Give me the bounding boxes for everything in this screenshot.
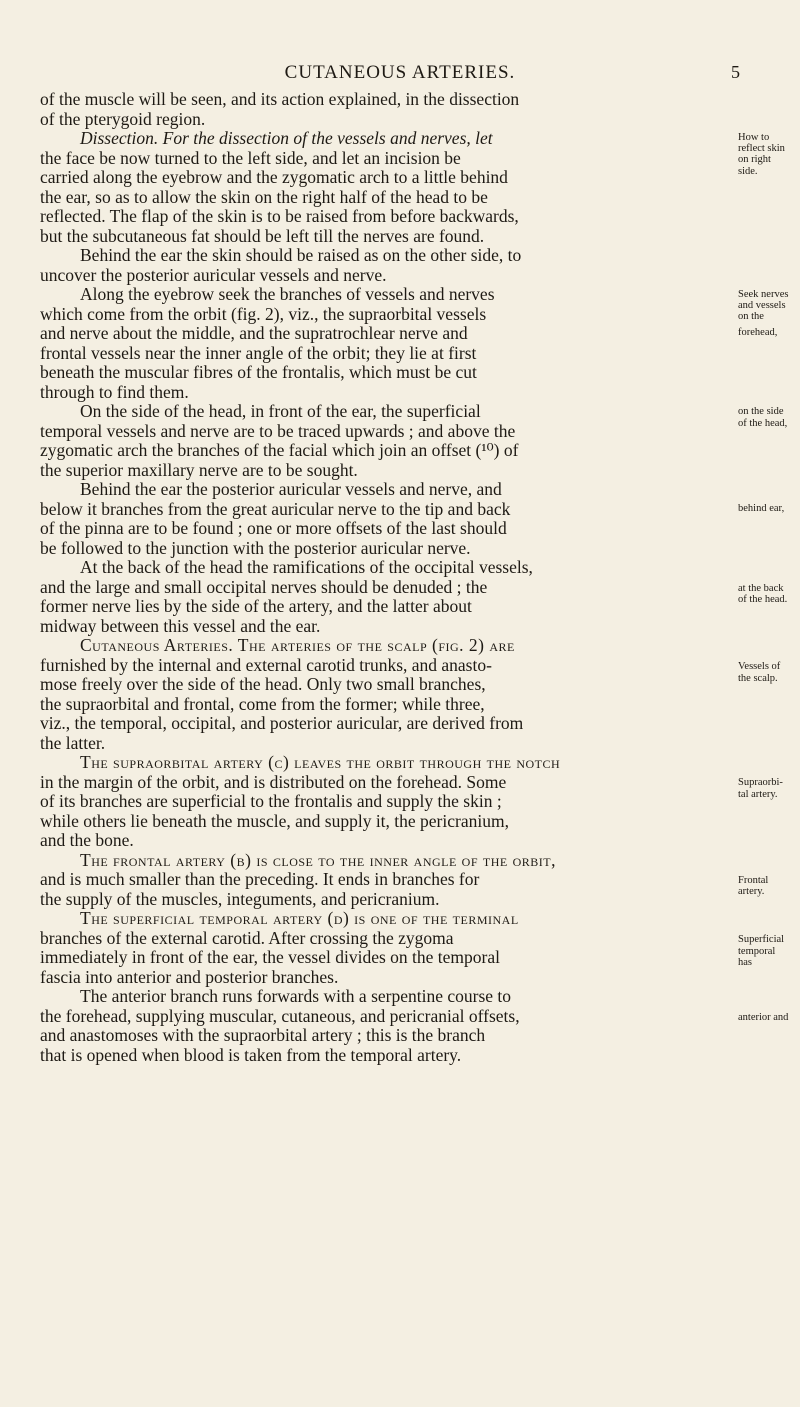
- text-line: and is much smaller than the preceding. It ends in branches for: [40, 870, 480, 889]
- text-line: fascia into anterior and posterior branches.: [40, 967, 339, 987]
- running-head: CUTANEOUS ARTERIES.: [284, 62, 516, 83]
- margin-note: tal artery.: [738, 789, 778, 800]
- text-line: which come from the orbit (fig. 2), viz., the supraorbital vessels: [40, 304, 487, 324]
- text-line: furnished by the internal and external carotid trunks, and anasto-: [40, 655, 492, 675]
- margin-note: at the back: [738, 583, 784, 594]
- text-line: viz., the temporal, occipital, and posterior auricular, are derived from: [40, 714, 524, 733]
- text-line: immediately in front of the ear, the vessel divides on the temporal: [40, 948, 500, 967]
- margin-note: temporal: [738, 946, 776, 957]
- section-heading-line: Cutaneous Arteries. The arteries of the scalp (fig. 2) are: [80, 636, 515, 655]
- margin-note: Supraorbi-: [738, 777, 783, 788]
- text-line: and nerve about the middle, and the supratrochlear nerve and: [40, 324, 468, 343]
- text-line: in the margin of the orbit, and is distributed on the forehead. Some: [40, 772, 507, 792]
- page-header: [0, 62, 800, 88]
- text-line: frontal vessels near the inner angle of the orbit; they lie at first: [40, 343, 477, 363]
- text-line: but the subcutaneous fat should be left till the nerves are found.: [40, 226, 485, 246]
- text-line: the supraorbital and frontal, come from the former; while three,: [40, 694, 485, 714]
- text-line: Along the eyebrow seek the branches of vessels and nerves: [80, 285, 495, 304]
- margin-note: of the head.: [738, 594, 788, 605]
- text-line: On the side of the head, in front of the ear, the superficial: [80, 402, 481, 421]
- text-line: through to find them.: [40, 382, 189, 402]
- text-line: uncover the posterior auricular vessels and nerve.: [40, 265, 387, 285]
- text-line: be followed to the junction with the posterior auricular nerve.: [40, 538, 471, 558]
- text-line: the latter.: [40, 733, 106, 753]
- text-line: reflected. The flap of the skin is to be raised from before backwards,: [40, 207, 519, 226]
- margin-note: on the side: [738, 406, 784, 417]
- text-line: mose freely over the side of the head. Only two small branches,: [40, 675, 486, 694]
- text-line: former nerve lies by the side of the artery, and the latter about: [40, 597, 472, 616]
- text-line: Behind the ear the posterior auricular vessels and nerve, and: [80, 480, 502, 499]
- text-line: At the back of the head the ramifications of the occipital vessels,: [80, 558, 533, 577]
- margin-note: Superficial: [738, 934, 785, 945]
- subsection-line: The supraorbital artery (c) leaves the orbit through the notch: [80, 753, 561, 772]
- margin-note: the scalp.: [738, 673, 778, 684]
- text-line: The anterior branch runs forwards with a serpentine course to: [80, 987, 512, 1006]
- margin-note: artery.: [738, 886, 765, 897]
- margin-note: How to: [738, 132, 770, 143]
- subsection-line: The superficial temporal artery (d) is one of the terminal: [80, 909, 519, 928]
- text-line: while others lie beneath the muscle, and supply it, the pericranium,: [40, 811, 509, 831]
- margin-note: has: [738, 957, 752, 968]
- text-line: and anastomoses with the supraorbital artery ; this is the branch: [40, 1026, 486, 1045]
- text-line: and the bone.: [40, 831, 134, 850]
- text-line: the forehead, supplying muscular, cutaneous, and pericranial offsets,: [40, 1006, 520, 1026]
- margin-note: forehead,: [738, 327, 778, 338]
- text-line: Dissection. For the dissection of the vessels and nerves, let: [80, 129, 493, 148]
- text-line: that is opened when blood is taken from the temporal artery.: [40, 1045, 462, 1065]
- text-line: of the pinna are to be found ; one or more offsets of the last should: [40, 519, 507, 538]
- text-line: Behind the ear the skin should be raised as on the other side, to: [80, 246, 522, 265]
- text-line: temporal vessels and nerve are to be traced upwards ; and above the: [40, 421, 516, 441]
- text-line: branches of the external carotid. After crossing the zygoma: [40, 928, 454, 948]
- text-line: of its branches are superficial to the frontalis and supply the skin ;: [40, 792, 502, 811]
- margin-note: on the: [738, 311, 764, 322]
- margin-note: of the head,: [738, 418, 788, 429]
- margin-note: Seek nerves: [738, 289, 789, 300]
- page-number: 5: [731, 62, 740, 82]
- text-line: beneath the muscular fibres of the frontalis, which must be cut: [40, 363, 477, 382]
- text-line: the ear, so as to allow the skin on the right half of the head to be: [40, 187, 488, 207]
- body-text: [40, 90, 736, 1065]
- margin-note: and vessels: [738, 300, 786, 311]
- text-line: and the large and small occipital nerves should be denuded ; the: [40, 577, 488, 597]
- margin-note: behind ear,: [738, 503, 785, 514]
- margin-note: Frontal: [738, 875, 769, 886]
- subsection-line: The frontal artery (b) is close to the inner angle of the orbit,: [80, 850, 556, 870]
- text-line: of the muscle will be seen, and its action explained, in the dissection: [40, 90, 520, 109]
- text-line: zygomatic arch the branches of the facial which join an offset (¹⁰) of: [40, 441, 519, 460]
- text-line: the superior maxillary nerve are to be sought.: [40, 460, 358, 480]
- margin-note: Vessels of: [738, 661, 781, 672]
- margin-note: anterior and: [738, 1012, 789, 1023]
- text-line: midway between this vessel and the ear.: [40, 616, 321, 636]
- text-line: the face be now turned to the left side, and let an incision be: [40, 148, 461, 168]
- margin-note: reflect skin: [738, 143, 785, 154]
- margin-note: on right: [738, 154, 771, 165]
- margin-note: side.: [738, 166, 758, 177]
- text-line: of the pterygoid region.: [40, 109, 206, 129]
- text-line: the supply of the muscles, integuments, and pericranium.: [40, 889, 440, 909]
- text-line: carried along the eyebrow and the zygomatic arch to a little behind: [40, 168, 508, 187]
- text-line: below it branches from the great auricular nerve to the tip and back: [40, 499, 511, 519]
